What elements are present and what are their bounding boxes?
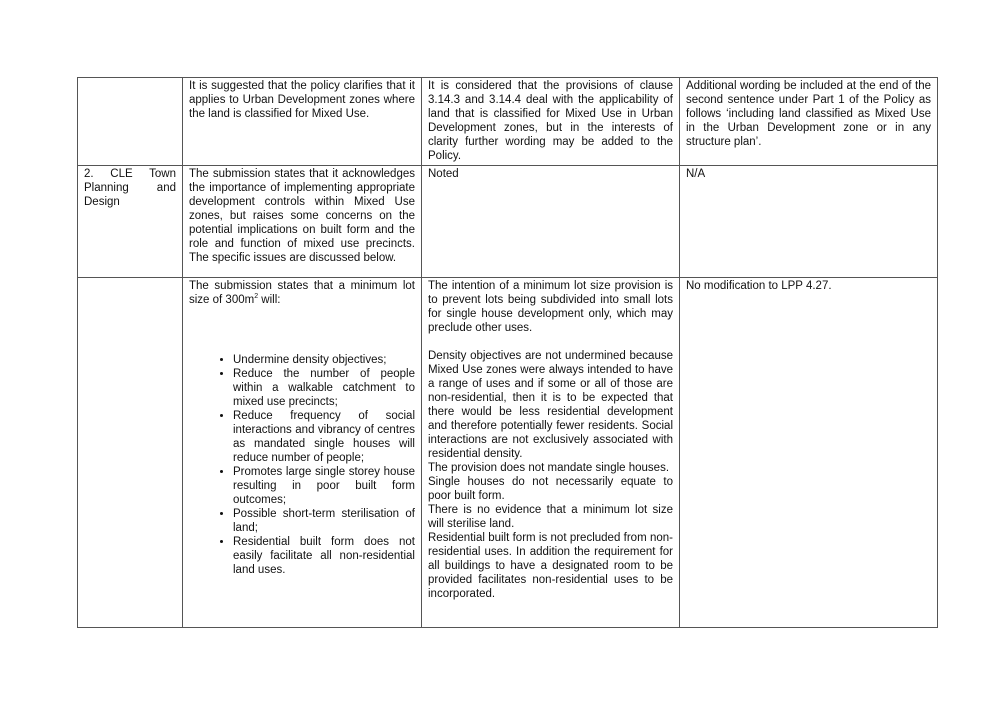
- submissions-table: [77, 77, 938, 628]
- response-paragraph: Density objectives are not undermined because Mixed Use zones were always intended to have a range of uses and if some or all of those are non-residential, then it is to be expected that there would be less residential development and therefore potentially fewer residents. Social interactions are not exclusively associated with residential density.: [428, 350, 673, 460]
- list-item: • Residential built form does not easily facilitate all non-residential land uses.: [233, 535, 415, 577]
- table-row: [78, 78, 938, 166]
- response-cell: [422, 278, 680, 628]
- response-paragraph: The provision does not mandate single houses.: [428, 462, 670, 474]
- response-paragraph: There is no evidence that a minimum lot size will sterilise land.: [428, 504, 673, 530]
- recommendation-cell: N/A: [680, 166, 938, 278]
- response-cell: Noted: [422, 166, 680, 278]
- list-item: • Reduce frequency of social interactions and vibrancy of centres as mandated single houses will reduce number of people;: [233, 409, 415, 465]
- list-item: • Possible short-term sterilisation of land;: [233, 507, 415, 535]
- list-item: • Reduce the number of people within a walkable catchment to mixed use precincts;: [233, 367, 415, 409]
- list-item: • Undermine density objectives;: [233, 353, 415, 367]
- submitter-cell: 2. CLE Town Planning and Design: [78, 166, 183, 278]
- recommendation-cell: No modification to LPP 4.27.: [680, 278, 938, 628]
- table-row: [78, 166, 938, 278]
- response-paragraph: Residential built form is not precluded from non-residential uses. In addition the requirement for all buildings to have a designated room to be provided facilitates non-residential uses to be incorporated.: [428, 532, 673, 600]
- recommendation-cell: Additional wording be included at the end of the second sentence under Part 1 of the Policy as follows ‘including land classified as Mixed Use in the Urban Development zone or in any structure plan’.: [680, 78, 938, 166]
- concerns-list: [189, 353, 415, 577]
- submission-cell: The submission states that it acknowledges the importance of implementing appropriate development controls within Mixed Use zones, but raises some concerns on the potential implications on built form and the role and function of mixed use precincts. The specific issues are discussed below.: [183, 166, 422, 278]
- submitter-cell: [78, 278, 183, 628]
- table-row: [78, 278, 938, 628]
- submitter-cell: [78, 78, 183, 166]
- response-paragraph: The intention of a minimum lot size provision is to prevent lots being subdivided into small lots for single house development only, which may preclude other uses.: [428, 280, 673, 334]
- submission-intro: The submission states that a minimum lot size of $300m^2$ will:: [189, 280, 415, 306]
- response-cell: It is considered that the provisions of clause 3.14.3 and 3.14.4 deal with the applicability of land that is classified for Mixed Use in Urban Development zones, but in the interests of clarity further wording may be added to the Policy.: [422, 78, 680, 166]
- response-paragraph: Single houses do not necessarily equate to poor built form.: [428, 476, 673, 502]
- list-item: • Promotes large single storey house resulting in poor built form outcomes;: [233, 465, 415, 507]
- submission-cell: [183, 278, 422, 628]
- submission-cell: It is suggested that the policy clarifies that it applies to Urban Development zones where the land is classified for Mixed Use.: [183, 78, 422, 166]
